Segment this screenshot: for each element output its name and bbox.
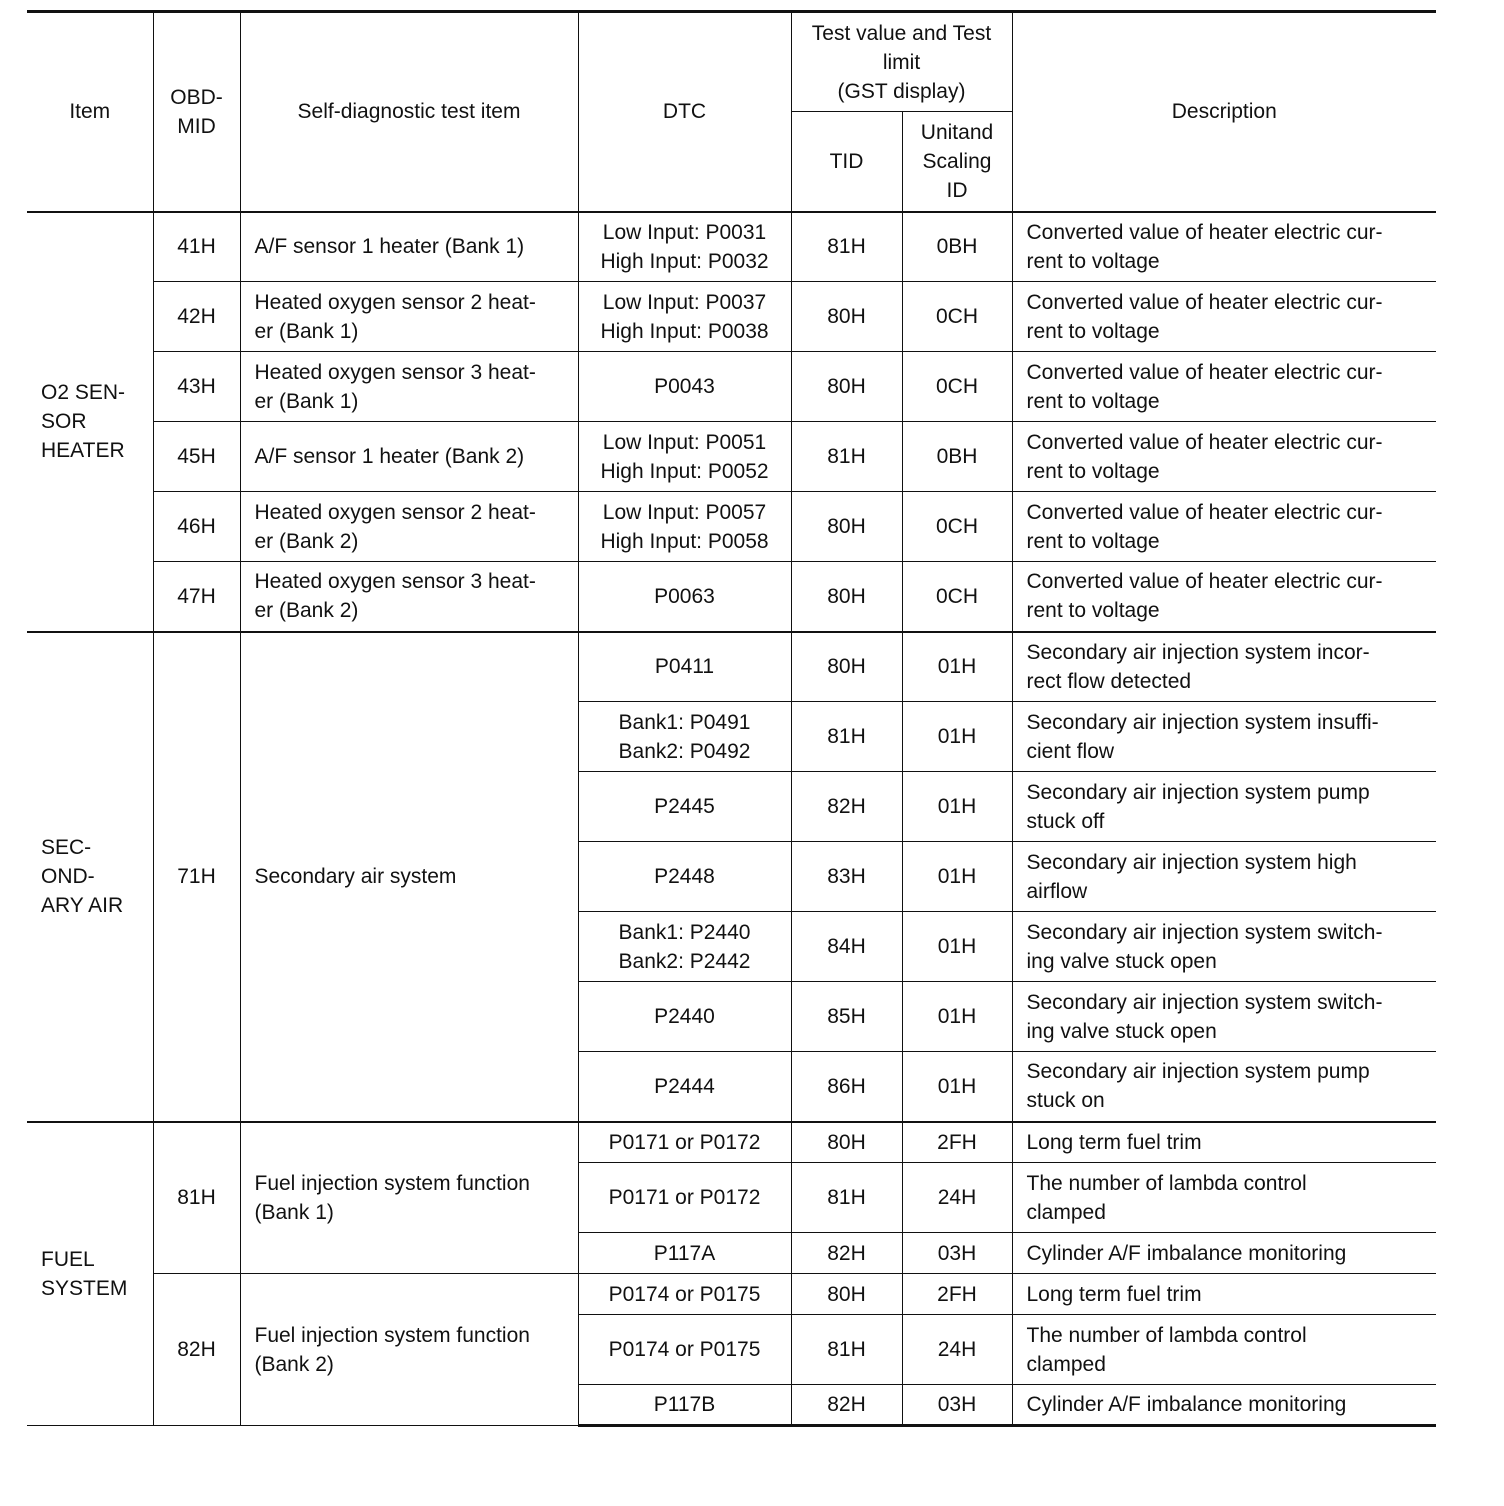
description-cell: Converted value of heater electric cur- rent to voltage: [1012, 422, 1436, 492]
table-row: [27, 212, 1436, 282]
table-row: [27, 632, 1436, 702]
table-row: [27, 352, 1436, 422]
obd-mid-cell: 81H: [153, 1122, 240, 1274]
obd-mid-cell: 45H: [153, 422, 240, 492]
obd-mid-cell: 47H: [153, 562, 240, 632]
test-item-cell: Heated oxygen sensor 2 heat- er (Bank 2): [240, 492, 578, 562]
group-o2-sensor-heater: O2 SEN- SOR HEATER: [27, 212, 153, 632]
dtc-cell: P0043: [578, 352, 791, 422]
obd-mid-cell: 42H: [153, 282, 240, 352]
unit-scaling-cell: 24H: [902, 1315, 1012, 1385]
table-row: [27, 492, 1436, 562]
description-cell: Long term fuel trim: [1012, 1274, 1436, 1315]
tid-cell: 80H: [791, 562, 902, 632]
dtc-cell: Low Input: P0031 High Input: P0032: [578, 212, 791, 282]
description-cell: The number of lambda control clamped: [1012, 1163, 1436, 1233]
dtc-cell: Low Input: P0051 High Input: P0052: [578, 422, 791, 492]
dtc-cell: P2440: [578, 982, 791, 1052]
tid-cell: 81H: [791, 1163, 902, 1233]
unit-scaling-cell: 0BH: [902, 212, 1012, 282]
header-obd-mid: OBD- MID: [153, 12, 240, 212]
dtc-cell: P117A: [578, 1233, 791, 1274]
tid-cell: 81H: [791, 702, 902, 772]
description-cell: Secondary air injection system incor- rect flow detected: [1012, 632, 1436, 702]
description-cell: Secondary air injection system insuffi- cient flow: [1012, 702, 1436, 772]
description-cell: Cylinder A/F imbalance monitoring: [1012, 1233, 1436, 1274]
tid-cell: 80H: [791, 352, 902, 422]
obd-mid-cell: 43H: [153, 352, 240, 422]
header-item: Item: [27, 12, 153, 212]
tid-cell: 80H: [791, 1122, 902, 1163]
unit-scaling-cell: 2FH: [902, 1122, 1012, 1163]
header-unit-scaling-id: Unitand Scaling ID: [902, 112, 1012, 212]
table-row: [27, 562, 1436, 632]
table-row: [27, 282, 1436, 352]
test-item-cell: A/F sensor 1 heater (Bank 2): [240, 422, 578, 492]
unit-scaling-cell: 0BH: [902, 422, 1012, 492]
dtc-cell: P2444: [578, 1052, 791, 1122]
table-row: [27, 1122, 1436, 1163]
unit-scaling-cell: 01H: [902, 982, 1012, 1052]
unit-scaling-cell: 0CH: [902, 352, 1012, 422]
obd-mid-cell: 71H: [153, 632, 240, 1122]
tid-cell: 84H: [791, 912, 902, 982]
dtc-cell: P0063: [578, 562, 791, 632]
table-row: [27, 1274, 1436, 1315]
unit-scaling-cell: 01H: [902, 772, 1012, 842]
tid-cell: 81H: [791, 422, 902, 492]
dtc-cell: P0411: [578, 632, 791, 702]
description-cell: Converted value of heater electric cur- rent to voltage: [1012, 352, 1436, 422]
test-item-cell: Heated oxygen sensor 3 heat- er (Bank 2): [240, 562, 578, 632]
description-cell: Secondary air injection system switch- ing valve stuck open: [1012, 982, 1436, 1052]
dtc-cell: P0171 or P0172: [578, 1163, 791, 1233]
group-secondary-air: SEC- OND- ARY AIR: [27, 632, 153, 1122]
unit-scaling-cell: 03H: [902, 1233, 1012, 1274]
header-test-value: Test value and Test limit (GST display): [791, 12, 1012, 112]
dtc-cell: P0174 or P0175: [578, 1274, 791, 1315]
obd-mid-table: [27, 10, 1436, 1427]
unit-scaling-cell: 01H: [902, 912, 1012, 982]
dtc-cell: Low Input: P0057 High Input: P0058: [578, 492, 791, 562]
dtc-cell: P2448: [578, 842, 791, 912]
test-item-cell: Fuel injection system function (Bank 1): [240, 1122, 578, 1274]
test-item-cell: Heated oxygen sensor 3 heat- er (Bank 1): [240, 352, 578, 422]
dtc-cell: P0171 or P0172: [578, 1122, 791, 1163]
tid-cell: 81H: [791, 1315, 902, 1385]
description-cell: Secondary air injection system pump stuck off: [1012, 772, 1436, 842]
unit-scaling-cell: 01H: [902, 1052, 1012, 1122]
table-row: [27, 422, 1436, 492]
obd-mid-cell: 46H: [153, 492, 240, 562]
description-cell: Converted value of heater electric cur- rent to voltage: [1012, 282, 1436, 352]
dtc-cell: P117B: [578, 1385, 791, 1426]
unit-scaling-cell: 01H: [902, 632, 1012, 702]
dtc-cell: Bank1: P2440 Bank2: P2442: [578, 912, 791, 982]
description-cell: Cylinder A/F imbalance monitoring: [1012, 1385, 1436, 1426]
tid-cell: 80H: [791, 1274, 902, 1315]
test-item-cell: A/F sensor 1 heater (Bank 1): [240, 212, 578, 282]
unit-scaling-cell: 01H: [902, 842, 1012, 912]
tid-cell: 81H: [791, 212, 902, 282]
tid-cell: 82H: [791, 1233, 902, 1274]
description-cell: The number of lambda control clamped: [1012, 1315, 1436, 1385]
obd-mid-cell: 41H: [153, 212, 240, 282]
dtc-cell: P2445: [578, 772, 791, 842]
tid-cell: 80H: [791, 632, 902, 702]
dtc-cell: Bank1: P0491 Bank2: P0492: [578, 702, 791, 772]
description-cell: Secondary air injection system high airflow: [1012, 842, 1436, 912]
header-description: Description: [1012, 12, 1436, 212]
header-test-item: Self-diagnostic test item: [240, 12, 578, 212]
tid-cell: 86H: [791, 1052, 902, 1122]
unit-scaling-cell: 2FH: [902, 1274, 1012, 1315]
group-fuel-system: FUEL SYSTEM: [27, 1122, 153, 1426]
unit-scaling-cell: 24H: [902, 1163, 1012, 1233]
description-cell: Secondary air injection system pump stuck on: [1012, 1052, 1436, 1122]
dtc-cell: P0174 or P0175: [578, 1315, 791, 1385]
test-item-cell: Heated oxygen sensor 2 heat- er (Bank 1): [240, 282, 578, 352]
unit-scaling-cell: 0CH: [902, 492, 1012, 562]
description-cell: Secondary air injection system switch- ing valve stuck open: [1012, 912, 1436, 982]
obd-mid-table-page: [27, 10, 1436, 1427]
obd-mid-cell: 82H: [153, 1274, 240, 1426]
unit-scaling-cell: 0CH: [902, 282, 1012, 352]
test-item-cell: Secondary air system: [240, 632, 578, 1122]
test-item-cell: Fuel injection system function (Bank 2): [240, 1274, 578, 1426]
tid-cell: 80H: [791, 282, 902, 352]
tid-cell: 80H: [791, 492, 902, 562]
dtc-cell: Low Input: P0037 High Input: P0038: [578, 282, 791, 352]
tid-cell: 83H: [791, 842, 902, 912]
table-body: [27, 212, 1436, 1426]
description-cell: Converted value of heater electric cur- rent to voltage: [1012, 492, 1436, 562]
unit-scaling-cell: 01H: [902, 702, 1012, 772]
description-cell: Long term fuel trim: [1012, 1122, 1436, 1163]
tid-cell: 82H: [791, 1385, 902, 1426]
header-dtc: DTC: [578, 12, 791, 212]
description-cell: Converted value of heater electric cur- rent to voltage: [1012, 562, 1436, 632]
unit-scaling-cell: 0CH: [902, 562, 1012, 632]
tid-cell: 85H: [791, 982, 902, 1052]
header-tid: TID: [791, 112, 902, 212]
unit-scaling-cell: 03H: [902, 1385, 1012, 1426]
description-cell: Converted value of heater electric cur- rent to voltage: [1012, 212, 1436, 282]
tid-cell: 82H: [791, 772, 902, 842]
table-header: [27, 12, 1436, 212]
